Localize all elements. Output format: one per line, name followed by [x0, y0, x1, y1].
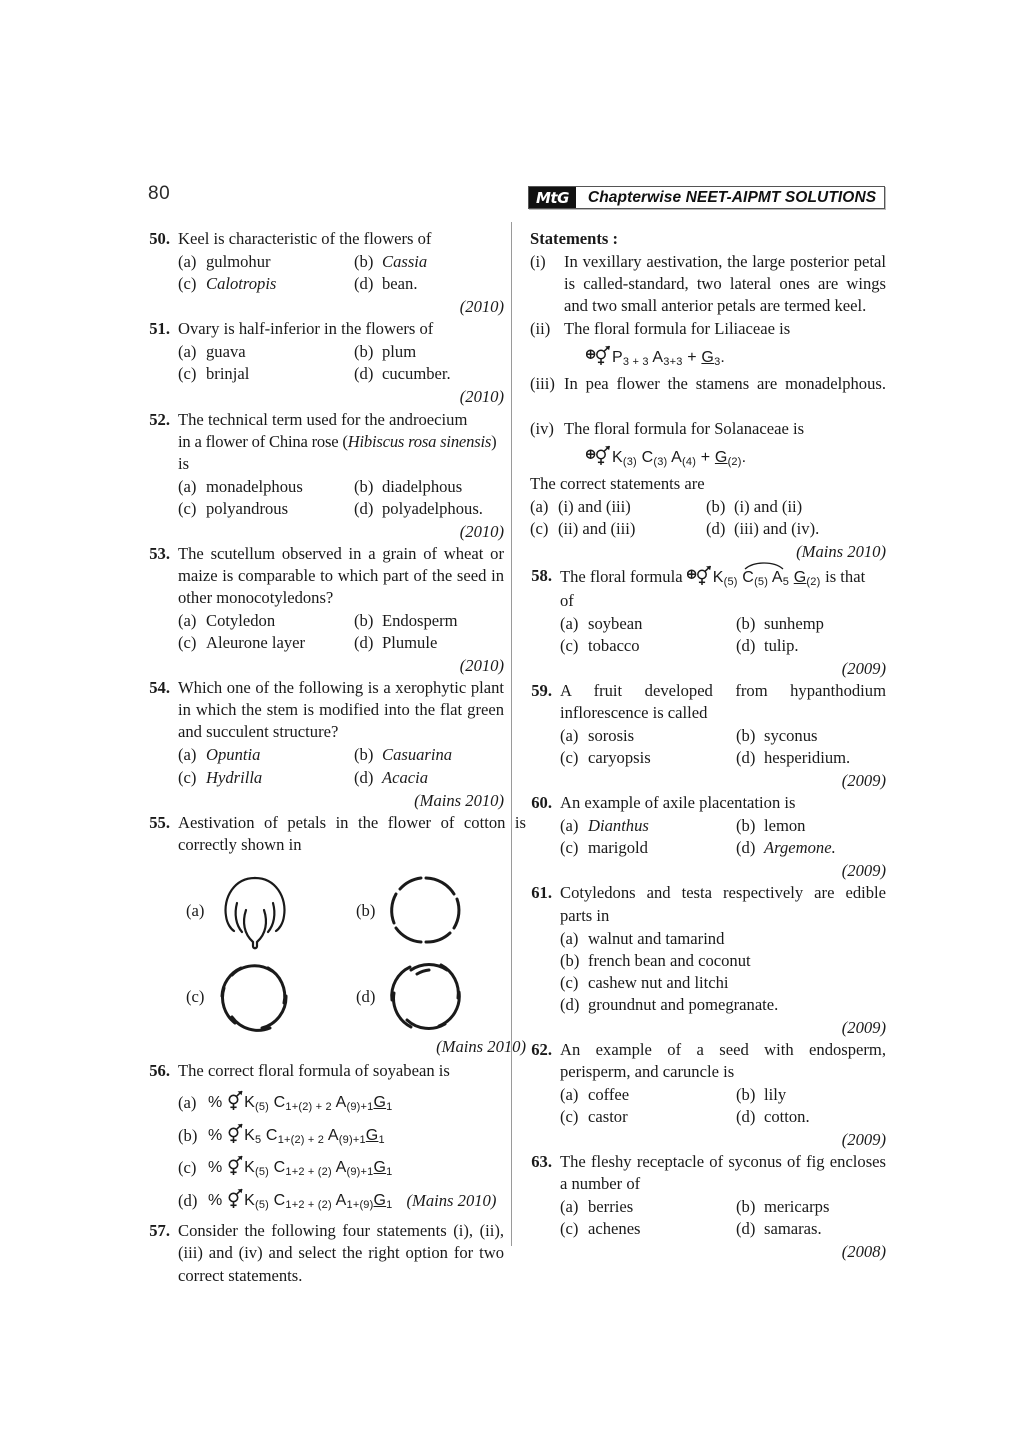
option-d[interactable]	[736, 747, 886, 769]
actinomorphic-bisexual-symbol-icon	[586, 445, 612, 466]
question-number: 50.	[149, 229, 170, 248]
actinomorphic-bisexual-symbol-icon	[687, 565, 713, 586]
option-text: (iii) and (iv).	[734, 518, 820, 538]
option-a[interactable]	[560, 613, 736, 635]
q58-floral-formula: $K_{(5)}$ $C_{(5)}$ $A_5$ $G_{(2)}$	[687, 569, 825, 586]
option-label: (d)	[706, 518, 726, 538]
option-d[interactable]	[736, 1106, 886, 1128]
question-number: 51.	[149, 319, 170, 339]
option-label: (d)	[354, 274, 374, 294]
option-text: (i) and (ii)	[734, 496, 803, 516]
option-text: lily	[764, 1085, 787, 1104]
option-label: (b)	[354, 252, 374, 272]
left-column	[148, 228, 526, 1287]
statement-iii	[530, 373, 886, 417]
option-label: (d)	[354, 633, 374, 653]
options-list	[178, 476, 504, 520]
question-55	[148, 812, 526, 1058]
option-label: (d)	[354, 767, 374, 787]
option-text: walnut and tamarind	[588, 928, 725, 948]
correct-statements-prompt: The correct statements are	[530, 473, 705, 493]
option-label: (a)	[178, 342, 197, 362]
option-text: diadelphous	[382, 476, 463, 496]
option-d[interactable]	[736, 837, 886, 859]
exam-year: (Mains 2010)	[406, 1190, 497, 1210]
option-text: Calotropis	[206, 274, 277, 294]
figure-label: (d)	[356, 986, 376, 1006]
exam-year: (Mains 2010)	[436, 1036, 526, 1056]
option-d[interactable]	[706, 518, 886, 540]
option-text: Plumule	[382, 633, 438, 653]
bisexual-symbol-icon	[227, 1090, 244, 1111]
options-list	[178, 610, 504, 654]
option-label: (c)	[178, 1158, 197, 1178]
option-label: (a)	[560, 928, 579, 948]
exam-year: (2009)	[841, 861, 886, 881]
exam-year: (2009)	[841, 771, 886, 791]
option-text: mericarps	[764, 1197, 830, 1217]
option-text: lemon	[764, 816, 806, 836]
option-a[interactable]	[560, 1084, 736, 1106]
option-text: guava	[206, 342, 246, 362]
option-d[interactable]	[354, 767, 504, 789]
aestivation-option-c[interactable]	[186, 958, 300, 1036]
option-label: (b)	[354, 611, 374, 631]
option-label: (a)	[560, 1085, 579, 1104]
option-text: (ii) and (iii)	[558, 518, 636, 538]
option-label: (c)	[560, 748, 579, 768]
option-text: groundnut and pomegranate.	[588, 994, 779, 1014]
exam-year: (2009)	[841, 1130, 886, 1150]
question-number: 57.	[149, 1221, 170, 1241]
valvate-aestivation-diagram	[381, 872, 471, 950]
aestivation-figure	[186, 866, 526, 1034]
aestivation-option-b[interactable]	[356, 872, 471, 950]
exam-year: (Mains 2010)	[414, 790, 504, 810]
correct-statements-options	[530, 496, 886, 540]
question-text: Which one of the following is a xerophytic plant in which the stem is modified into the flat green and succulent structure?	[178, 678, 504, 742]
exam-year: (2010)	[459, 656, 504, 676]
option-c[interactable]	[178, 498, 354, 520]
option-row	[178, 251, 504, 273]
option-label: (c)	[560, 635, 579, 655]
option-text: samaras.	[764, 1219, 822, 1239]
option-b[interactable]	[354, 476, 504, 498]
option-label: (b)	[354, 476, 374, 496]
options-list	[560, 1196, 886, 1240]
option-row	[560, 1106, 886, 1128]
option-text: Casuarina	[382, 745, 453, 765]
option-label: (b)	[736, 1085, 756, 1104]
option-text: monadelphous	[206, 476, 303, 496]
option-b[interactable]	[736, 815, 886, 837]
question-51	[148, 318, 504, 408]
option-d[interactable]	[736, 1218, 886, 1240]
option-text: Endosperm	[382, 611, 458, 631]
question-text: Ovary is half-inferior in the flowers of	[178, 319, 434, 339]
statement-text: The floral formula for Liliaceae is	[564, 319, 791, 339]
figure-label: (b)	[356, 900, 376, 920]
option-label: (c)	[178, 633, 197, 653]
question-number: 54.	[149, 678, 170, 698]
option-label: (a)	[178, 1092, 197, 1112]
column-divider	[511, 222, 512, 1246]
option-label: (c)	[560, 1219, 579, 1239]
option-text: berries	[588, 1197, 634, 1217]
exam-year: (2008)	[841, 1242, 886, 1262]
option-text: sunhemp	[764, 613, 824, 633]
exam-year: (2009)	[841, 1017, 886, 1037]
options-list	[560, 1084, 886, 1128]
option-text: caryopsis	[588, 748, 651, 768]
mtg-logo: MtG	[529, 187, 576, 208]
vexillary-aestivation-diagram	[210, 872, 300, 950]
statements-heading: Statements :	[530, 229, 619, 248]
option-label: (c)	[178, 364, 197, 384]
option-a[interactable]	[560, 1196, 736, 1218]
question-text-line3: is	[178, 453, 190, 473]
option-c[interactable]	[530, 518, 706, 540]
option-text: cashew nut and litchi	[588, 972, 729, 992]
option-b[interactable]	[560, 950, 886, 972]
options-list	[178, 744, 504, 788]
page-number: 80	[148, 183, 171, 204]
options-list	[560, 725, 886, 769]
option-d[interactable]	[354, 498, 504, 520]
question-text-part: in a flower of China rose (	[178, 431, 348, 451]
question-53	[148, 543, 504, 677]
option-text: syconus	[764, 726, 818, 745]
question-text: A fruit developed from hypanthodium inflorescence is called	[560, 680, 886, 722]
statement-iv	[530, 418, 886, 440]
right-column	[530, 228, 886, 1264]
option-a[interactable]	[178, 1090, 504, 1115]
option-b[interactable]	[354, 251, 504, 273]
option-text: tobacco	[588, 635, 640, 655]
exam-year: (2010)	[459, 387, 504, 407]
option-label: (b)	[354, 745, 374, 765]
option-c[interactable]	[560, 972, 886, 994]
statement-i	[530, 251, 886, 317]
option-text: Aleurone layer	[206, 633, 306, 653]
twisted-aestivation-diagram	[210, 958, 300, 1036]
question-number: 58.	[531, 566, 552, 585]
exam-year: (2010)	[459, 297, 504, 317]
option-c[interactable]	[178, 273, 354, 295]
question-number: 55.	[149, 812, 170, 832]
option-c[interactable]	[178, 363, 354, 385]
floral-formula-d: % $K_{(5)}$ $C_{1+2 + (2)}$ $A_{1+(9)}G_1$	[208, 1188, 392, 1213]
option-row	[178, 273, 504, 295]
option-a[interactable]	[560, 815, 736, 837]
option-text: Opuntia	[206, 745, 261, 765]
aestivation-option-d[interactable]	[356, 958, 471, 1036]
question-text: Keel is characteristic of the flowers of	[178, 229, 432, 248]
option-b[interactable]	[736, 1084, 886, 1106]
liliaceae-floral-formula: $P_{3 + 3}$ $A_{3+3} + G_3$.	[586, 345, 886, 370]
floral-formula-b: % $K_5$ $C_{1+(2) + 2}$ $A_{(9)+1}G_1$	[208, 1123, 385, 1148]
option-label: (b)	[736, 726, 756, 745]
floral-formula-c: % $K_{(5)}$ $C_{1+2 + (2)}$ $A_{(9)+1}G_1$	[208, 1155, 392, 1180]
statement-text: In vexillary aestivation, the large posterior petal is called-standard, two lateral ones are wings and two small anterior petals are termed keel.	[564, 252, 886, 316]
question-63	[530, 1151, 886, 1263]
option-d[interactable]	[354, 363, 504, 385]
question-text-line2	[178, 431, 504, 453]
actinomorphic-bisexual-symbol-icon	[586, 345, 612, 366]
question-50	[148, 228, 504, 318]
option-a[interactable]	[178, 251, 354, 273]
option-text: Cotyledon	[206, 611, 276, 631]
option-label: (b)	[736, 816, 756, 836]
question-text-part: The floral formula	[560, 567, 683, 586]
option-label: (b)	[178, 1125, 198, 1145]
option-row	[178, 744, 504, 766]
option-c[interactable]	[178, 1155, 504, 1180]
options-list	[560, 928, 886, 1016]
option-text: tulip.	[764, 635, 799, 655]
question-54	[148, 677, 504, 811]
option-row	[560, 837, 886, 859]
option-a[interactable]	[560, 928, 886, 950]
option-d[interactable]	[354, 632, 504, 654]
option-row	[178, 363, 504, 385]
option-row	[530, 496, 886, 518]
option-text: coffee	[588, 1085, 630, 1104]
statement-number: (ii)	[530, 319, 551, 339]
option-label: (d)	[560, 994, 580, 1014]
question-number: 52.	[149, 409, 170, 429]
option-b[interactable]	[178, 1123, 504, 1148]
option-text: polyadelphous.	[382, 498, 483, 518]
option-text: soybean	[588, 613, 643, 633]
species-name: Hibiscus rosa sinensis	[347, 431, 492, 451]
question-number: 63.	[531, 1152, 552, 1172]
option-label: (a)	[560, 1197, 579, 1217]
option-b[interactable]	[354, 744, 504, 766]
bisexual-symbol-icon	[227, 1188, 244, 1209]
option-label: (b)	[560, 950, 580, 970]
option-text: gulmohur	[206, 252, 271, 272]
option-c[interactable]	[178, 632, 354, 654]
question-text	[560, 565, 886, 590]
option-text: Cassia	[382, 252, 428, 272]
imbricate-aestivation-diagram	[381, 958, 471, 1036]
question-text-part: )	[491, 431, 497, 451]
option-row	[178, 498, 504, 520]
option-text: plum	[382, 342, 417, 362]
option-b[interactable]	[354, 341, 504, 363]
option-text: bean.	[382, 274, 418, 294]
option-text: Acacia	[382, 767, 429, 787]
solanaceae-floral-formula: $K_{(3)}$ $C_{(3)}$ $A_{(4)} + G_{(2)}$.	[586, 445, 886, 470]
aestivation-option-a[interactable]	[186, 872, 300, 950]
statement-number: (i)	[530, 252, 546, 272]
option-label: (b)	[736, 613, 756, 633]
option-c[interactable]	[560, 635, 736, 657]
option-row	[178, 476, 504, 498]
question-text: An example of a seed with endosperm, perisperm, and caruncle is	[560, 1039, 886, 1081]
exam-year: (2009)	[841, 658, 886, 678]
option-row	[560, 815, 886, 837]
option-label: (a)	[178, 476, 197, 496]
option-label: (d)	[178, 1190, 198, 1210]
option-label: (a)	[560, 613, 579, 633]
question-57	[148, 1220, 504, 1286]
option-b[interactable]	[736, 1196, 886, 1218]
option-label: (c)	[560, 1107, 579, 1127]
question-56	[148, 1060, 504, 1213]
option-a[interactable]	[560, 725, 736, 747]
option-label: (c)	[178, 274, 197, 294]
question-62	[530, 1039, 886, 1151]
option-text: Argemone.	[764, 838, 836, 858]
option-text: achenes	[588, 1219, 641, 1239]
option-b[interactable]	[736, 613, 886, 635]
question-number: 59.	[531, 680, 552, 700]
option-text: polyandrous	[206, 498, 289, 518]
question-number: 61.	[531, 883, 552, 903]
option-row	[560, 1084, 886, 1106]
option-text: Dianthus	[588, 816, 649, 836]
question-text-part: is that	[825, 567, 866, 586]
option-c[interactable]	[560, 747, 736, 769]
options-list	[560, 815, 886, 859]
options-list	[178, 341, 504, 385]
option-label: (c)	[178, 498, 197, 518]
option-row	[560, 747, 886, 769]
option-label: (a)	[530, 496, 549, 516]
option-text: (i) and (iii)	[558, 496, 631, 516]
question-text: Cotyledons and testa respectively are edible parts in	[560, 883, 886, 925]
bisexual-symbol-icon	[227, 1123, 244, 1144]
question-text-line1: The technical term used for the androecium	[178, 409, 468, 429]
option-row	[530, 518, 886, 540]
option-label: (d)	[354, 364, 374, 384]
question-text: An example of axile placentation is	[560, 793, 796, 813]
option-label: (c)	[178, 767, 197, 787]
option-d[interactable]	[178, 1188, 504, 1213]
statement-text: In pea flower the stamens are monadelphous.	[564, 373, 886, 393]
option-b[interactable]	[354, 610, 504, 632]
question-text: Consider the following four statements (i), (ii), (iii) and (iv) and select the right option for two correct statements.	[178, 1221, 504, 1285]
option-c[interactable]	[178, 767, 354, 789]
option-a[interactable]	[530, 496, 706, 518]
statement-text: The floral formula for Solanaceae is	[564, 419, 805, 439]
option-row	[178, 610, 504, 632]
option-text: hesperidium.	[764, 748, 851, 768]
question-text-cont: of	[560, 590, 574, 610]
option-row	[178, 767, 504, 789]
option-label: (d)	[736, 748, 756, 768]
header-banner	[528, 186, 885, 209]
statement-ii	[530, 318, 886, 340]
option-row	[560, 725, 886, 747]
option-a[interactable]	[178, 744, 354, 766]
option-a[interactable]	[178, 341, 354, 363]
option-row	[560, 1196, 886, 1218]
question-text: The fleshy receptacle of syconus of fig encloses a number of	[560, 1152, 886, 1194]
option-label: (a)	[178, 745, 197, 765]
option-b[interactable]	[706, 496, 886, 518]
option-c[interactable]	[560, 1106, 736, 1128]
option-a[interactable]	[178, 610, 354, 632]
option-label: (b)	[354, 342, 374, 362]
floral-formula-a: % $K_{(5)}$ $C_{1+(2) + 2}$ $A_{(9)+1}G_1$	[208, 1090, 392, 1115]
question-number: 62.	[531, 1039, 552, 1059]
exam-year: (2010)	[459, 521, 504, 541]
question-number: 60.	[531, 793, 552, 813]
option-text: brinjal	[206, 364, 250, 384]
option-text: cucumber.	[382, 364, 451, 384]
option-d[interactable]	[560, 994, 886, 1016]
statement-number: (iv)	[530, 419, 554, 439]
option-label: (a)	[560, 726, 579, 745]
question-52	[148, 409, 504, 543]
question-60	[530, 792, 886, 882]
option-row	[560, 613, 886, 635]
question-number: 53.	[149, 543, 170, 563]
option-label: (d)	[736, 1219, 756, 1239]
option-d[interactable]	[736, 635, 886, 657]
option-text: sorosis	[588, 726, 635, 745]
options-list	[178, 251, 504, 295]
option-label: (b)	[706, 496, 726, 516]
question-text: The scutellum observed in a grain of wheat or maize is comparable to which part of the seed in other monocotyledons?	[178, 543, 504, 607]
option-label: (d)	[736, 838, 756, 858]
option-label: (c)	[530, 518, 549, 538]
option-text: castor	[588, 1107, 628, 1127]
option-row	[560, 635, 886, 657]
option-label: (a)	[560, 816, 579, 836]
option-text: cotton.	[764, 1107, 810, 1127]
option-label: (b)	[736, 1197, 756, 1217]
exam-year: (Mains 2010)	[796, 541, 886, 561]
option-c[interactable]	[560, 1218, 736, 1240]
option-b[interactable]	[736, 725, 886, 747]
question-text: Aestivation of petals in the flower of cotton is correctly shown in	[178, 812, 526, 854]
option-label: (d)	[736, 1107, 756, 1127]
question-59	[530, 680, 886, 792]
question-61	[530, 882, 886, 1038]
option-row	[560, 1218, 886, 1240]
option-label: (a)	[178, 611, 197, 631]
statement-number: (iii)	[530, 373, 555, 393]
cohesion-arc	[744, 561, 784, 570]
option-row	[178, 632, 504, 654]
option-label: (a)	[178, 252, 197, 272]
option-d[interactable]	[354, 273, 504, 295]
option-text: marigold	[588, 838, 648, 858]
option-text: french bean and coconut	[588, 950, 751, 970]
option-row	[178, 341, 504, 363]
option-c[interactable]	[560, 837, 736, 859]
option-a[interactable]	[178, 476, 354, 498]
bisexual-symbol-icon	[227, 1155, 244, 1176]
option-label: (d)	[736, 635, 756, 655]
question-text: The correct floral formula of soyabean is	[178, 1060, 450, 1080]
question-number: 56.	[149, 1060, 170, 1080]
figure-label: (c)	[186, 986, 205, 1006]
figure-label: (a)	[186, 900, 205, 920]
question-58	[530, 565, 886, 680]
option-label: (c)	[560, 838, 579, 858]
options-list	[560, 613, 886, 657]
option-label: (c)	[560, 972, 579, 992]
header-title: Chapterwise NEET-AIPMT SOLUTIONS	[576, 187, 884, 208]
option-label: (d)	[354, 498, 374, 518]
option-text: Hydrilla	[206, 767, 263, 787]
